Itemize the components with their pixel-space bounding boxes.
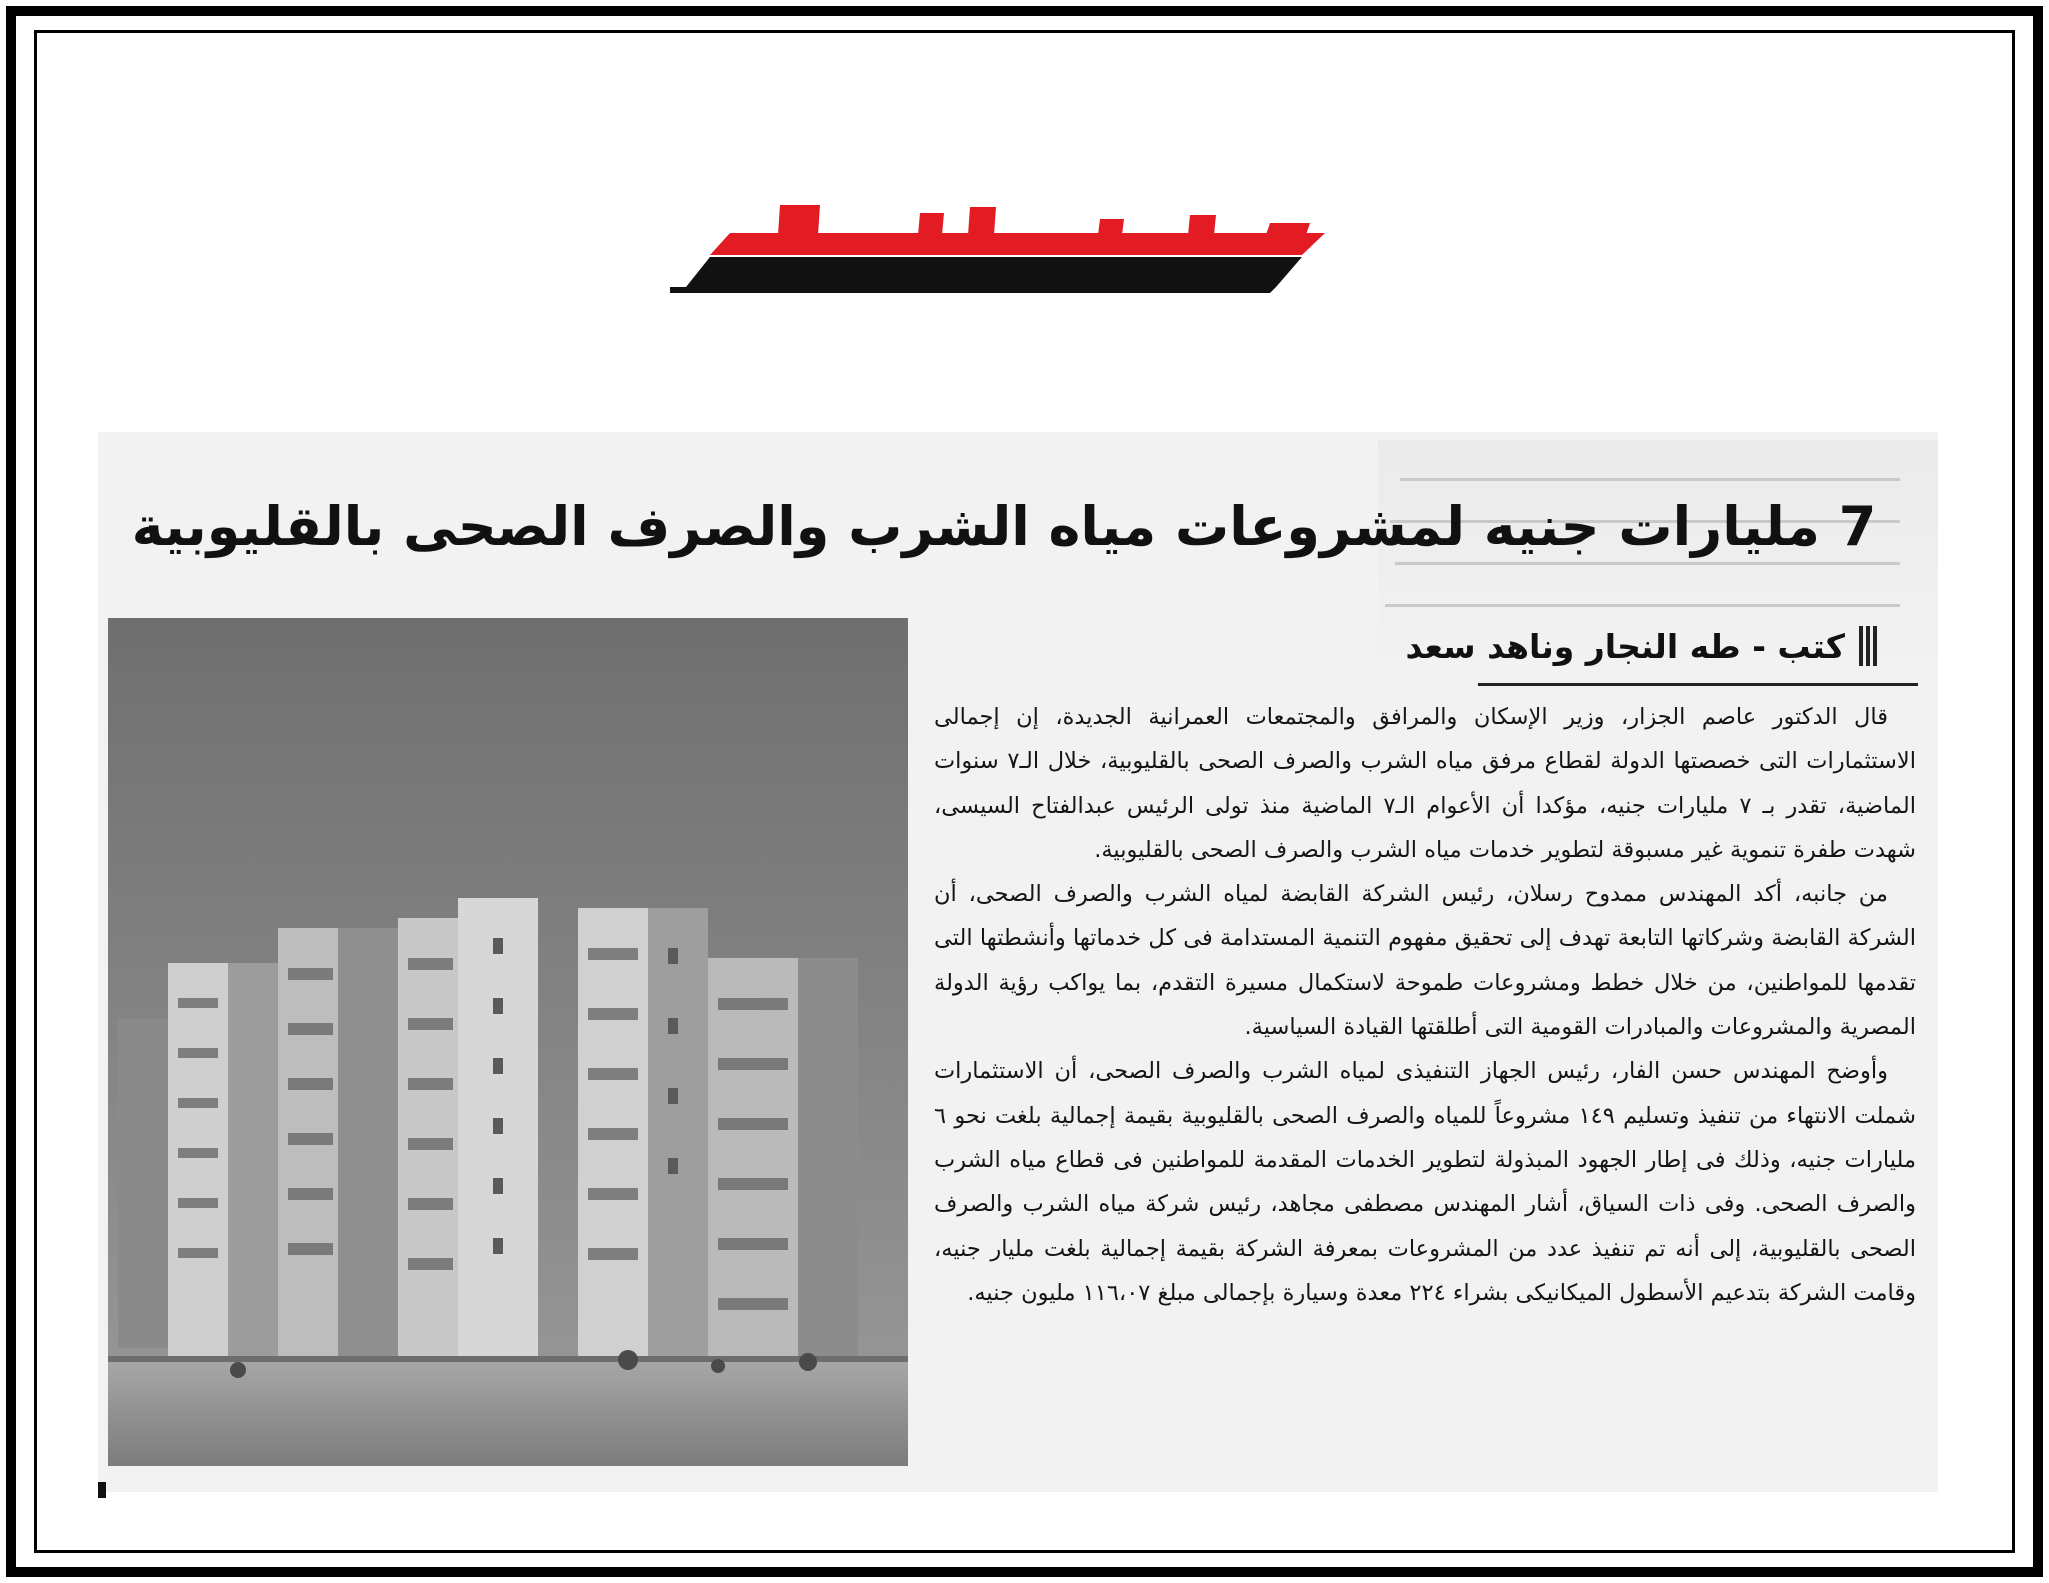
masthead-logo xyxy=(670,205,1330,295)
byline-marker-icon xyxy=(1859,626,1877,666)
article-byline xyxy=(1405,618,1877,674)
faded-text-line xyxy=(1385,604,1900,607)
article-paragraph: قال الدكتور عاصم الجزار، وزير الإسكان والمرافق والمجتمعات العمرانية الجديدة، إن إجمالى الاستثمارات التى خصصتها الدولة لقطاع مرفق مياه الشرب والصرف الصحى بالقليوبية، خلال الـ٧ سنوات الماضية، تقدر بـ ٧ مليارات جنيه، مؤكدا أن الأعوام الـ٧ الماضية منذ تولى الرئيس عبدالفتاح السيسى، شهدت طفرة تنموية غير مسبوقة لتطوير خدمات مياه الشرب والصرف الصحى بالقليوبية. xyxy=(934,704,1916,863)
article-paragraph: وأوضح المهندس حسن الفار، رئيس الجهاز التنفيذى لمياه الشرب والصرف الصحى، أن الاستثمارات شملت الانتهاء من تنفيذ وتسليم ١٤٩ مشروعاً للمياه والصرف الصحى بالقليوبية بقيمة إجمالية بلغت نحو ٦ مليارات جنيه، وذلك فى إطار الجهود المبذولة لتطوير الخدمات المقدمة للمواطنين فى قطاع مياه الشرب والصرف الصحى. وفى ذات السياق، أشار المهندس مصطفى مجاهد، رئيس شركة مياه الشرب والصرف الصحى بالقليوبية، إلى أنه تم تنفيذ عدد من المشروعات بمعرفة الشركة بقيمة إجمالية بلغت مليار جنيه، وقامت الشركة بتدعيم الأسطول الميكانيكى بشراء ٢٢٤ معدة وسيارة بإجمالى مبلغ ١١٦،٠٧ مليون جنيه. xyxy=(934,1058,1916,1306)
article-paragraph: من جانبه، أكد المهندس ممدوح رسلان، رئيس الشركة القابضة لمياه الشرب والصرف الصحى، أن الشركة القابضة وشركاتها التابعة تهدف إلى تحقيق مفهوم التنمية المستدامة فى كل خدماتها وأنشطتها التى تقدمها للمواطنين، من خلال خطط ومشروعات طموحة لاستكمال مسيرة التقدم، بما يواكب رؤية الدولة المصرية والمشروعات والمبادرات القومية التى أطلقتها القيادة السياسية. xyxy=(934,881,1916,1041)
corner-mark xyxy=(98,1482,106,1498)
byline-text: كتب - طه النجار وناهد سعد xyxy=(1405,626,1845,666)
byline-divider xyxy=(1478,683,1918,686)
article-body xyxy=(934,695,1916,1485)
article-headline: 7 مليارات جنيه لمشروعات مياه الشرب والصرف الصحى بالقليوبية xyxy=(131,495,1877,558)
article-photo xyxy=(108,618,908,1466)
